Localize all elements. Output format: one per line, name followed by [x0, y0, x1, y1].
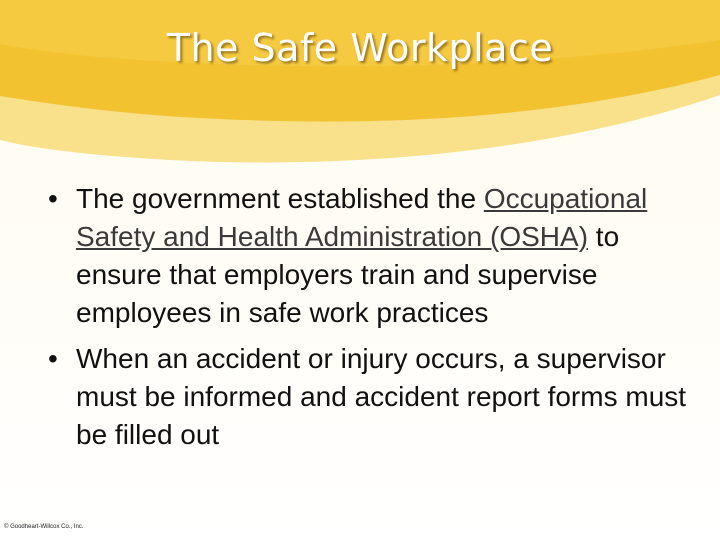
copyright-footer: © Goodheart-Willcox Co., Inc. — [4, 524, 84, 530]
bullet-text-before-link: The government established the — [76, 183, 484, 214]
bullet-text: When an accident or injury occurs, a supervisor must be informed and accident report forms must be filled out — [76, 343, 687, 450]
bullet-text-after-link: to ensure that employers train and supervise employees in safe work practices — [76, 221, 620, 328]
bullet-dot: • — [48, 343, 58, 374]
bullet-dot: • — [48, 183, 58, 214]
bullet-item-accident — [48, 340, 688, 454]
bullet-item-osha — [48, 180, 688, 332]
slide-title: The Safe Workplace — [166, 26, 554, 70]
osha-link[interactable]: Occupational Safety and Health Administration (OSHA) — [76, 183, 648, 252]
bullet-list — [48, 180, 688, 462]
